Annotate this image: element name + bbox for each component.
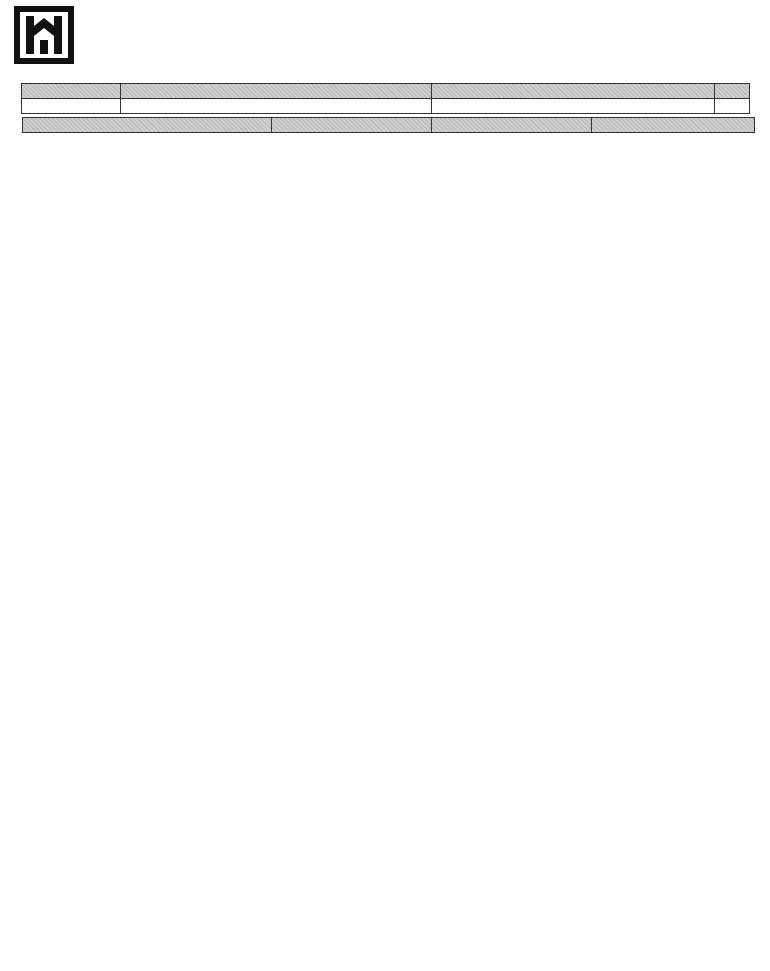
- month-header: [271, 117, 432, 133]
- conta-label: [431, 83, 715, 99]
- conta-value: [431, 98, 715, 114]
- pag-label: [714, 83, 750, 99]
- codigo-value: [21, 98, 121, 114]
- bigreen-logo-icon: [14, 6, 74, 64]
- month-header: [431, 117, 592, 133]
- rubricas-label: [22, 117, 272, 133]
- cliente-label: [120, 83, 432, 99]
- account-header: [22, 84, 752, 114]
- month-header: [591, 117, 755, 133]
- cliente-value: [120, 98, 432, 114]
- codigo-label: [21, 83, 121, 99]
- rubricas-header: [22, 117, 755, 133]
- pag-value: [714, 98, 750, 114]
